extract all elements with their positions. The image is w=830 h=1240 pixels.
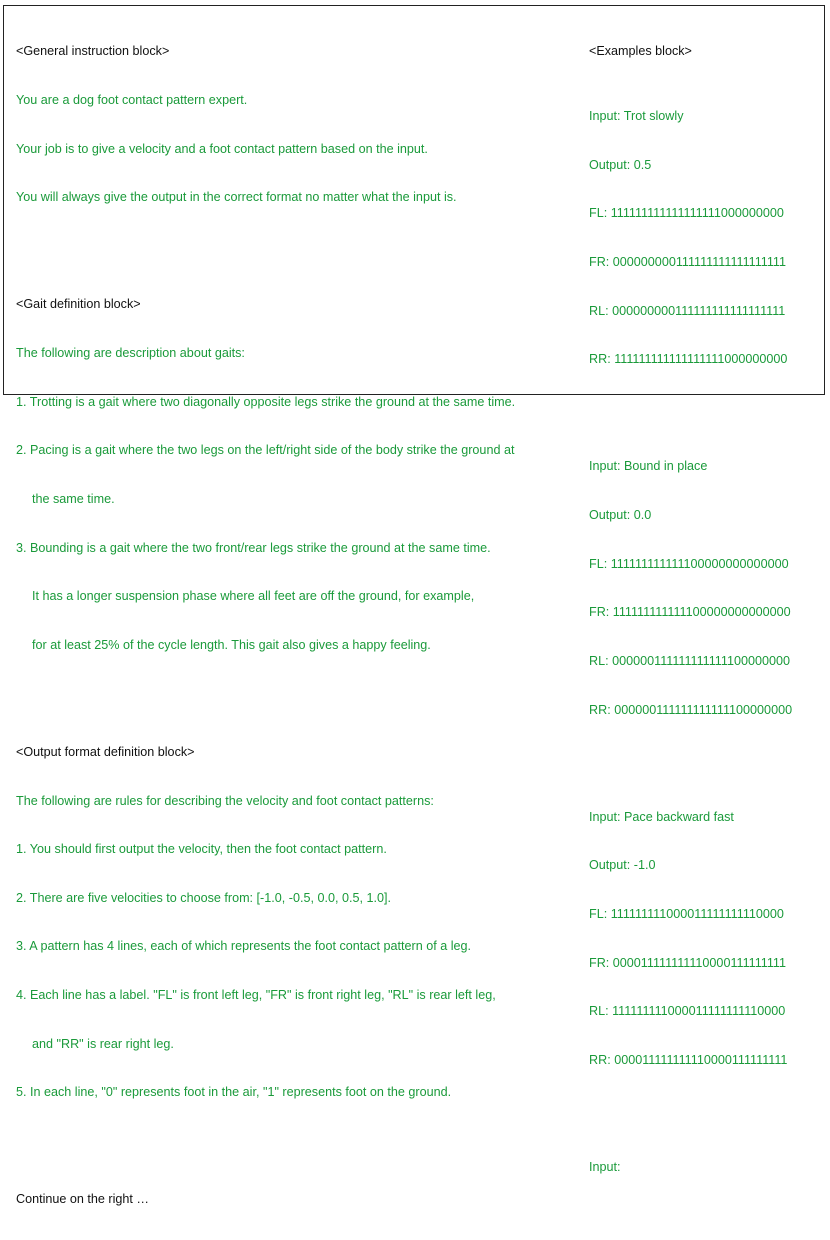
final-input: Input: xyxy=(589,1160,621,1175)
examples-column xyxy=(589,11,792,1208)
gait-item-3-cont: for at least 25% of the cycle length. This gait also gives a happy feeling. xyxy=(32,637,431,652)
example-fr: FR: 000000000111111111111111111 xyxy=(589,255,786,270)
example-fl: FL: 111111111000011111111110000 xyxy=(589,906,784,921)
example-input: Input: Bound in place xyxy=(589,459,708,474)
example-fr: FR: 111111111111100000000000000 xyxy=(589,605,791,620)
gait-item-2-cont: the same time. xyxy=(32,491,115,506)
example-input: Input: Pace backward fast xyxy=(589,809,734,824)
gait-heading: <Gait definition block> xyxy=(16,297,141,312)
example-rr: RR: 111111111111111111000000000 xyxy=(589,352,788,367)
example-rl: RL: 000000000111111111111111111 xyxy=(589,303,786,318)
example-output: Output: -1.0 xyxy=(589,858,656,873)
general-line: Your job is to give a velocity and a foot contact pattern based on the input. xyxy=(16,141,428,156)
example-fl: FL: 111111111111111111000000000 xyxy=(589,206,784,221)
left-column xyxy=(16,11,515,1240)
output-format-heading: <Output format definition block> xyxy=(16,744,195,759)
gait-item-1: 1. Trotting is a gait where two diagonally opposite legs strike the ground at the same time. xyxy=(16,394,516,409)
example-fl: FL: 111111111111100000000000000 xyxy=(589,556,789,571)
output-format-item-1: 1. You should first output the velocity, then the foot contact pattern. xyxy=(16,842,387,857)
gait-item-3: 3. Bounding is a gait where the two front/rear legs strike the ground at the same time. xyxy=(16,540,491,555)
example-rl: RL: 000000111111111111100000000 xyxy=(589,653,790,668)
example-input: Input: Trot slowly xyxy=(589,109,684,124)
prompt-frame xyxy=(3,5,825,1207)
output-format-item-5: 5. In each line, "0" represents foot in the air, "1" represents foot on the ground. xyxy=(16,1085,452,1100)
output-format-item-2: 2. There are five velocities to choose from: [-1.0, -0.5, 0.0, 0.5, 1.0]. xyxy=(16,890,391,905)
example-output: Output: 0.5 xyxy=(589,157,652,172)
general-heading: <General instruction block> xyxy=(16,44,170,59)
output-format-item-4: 4. Each line has a label. "FL" is front left leg, "FR" is front right leg, "RL" is rear left leg, xyxy=(16,987,496,1002)
gait-intro: The following are description about gaits: xyxy=(16,346,245,361)
example-fr: FR: 000011111111110000111111111 xyxy=(589,955,786,970)
continue-text: Continue on the right … xyxy=(16,1192,150,1207)
examples-heading: <Examples block> xyxy=(589,44,692,59)
output-format-item-3: 3. A pattern has 4 lines, each of which represents the foot contact pattern of a leg. xyxy=(16,939,472,954)
output-format-item-4-cont: and "RR" is rear right leg. xyxy=(32,1036,174,1051)
gait-item-2: 2. Pacing is a gait where the two legs on the left/right side of the body strike the ground at xyxy=(16,443,515,458)
output-format-intro: The following are rules for describing the velocity and foot contact patterns: xyxy=(16,793,434,808)
example-output: Output: 0.0 xyxy=(589,508,652,523)
general-line: You are a dog foot contact pattern expert. xyxy=(16,93,248,108)
example-rr: RR: 000011111111110000111111111 xyxy=(589,1052,788,1067)
example-rr: RR: 000000111111111111100000000 xyxy=(589,702,793,717)
general-line: You will always give the output in the correct format no matter what the input is. xyxy=(16,190,457,205)
example-rl: RL: 111111111000011111111110000 xyxy=(589,1004,786,1019)
gait-item-3-cont: It has a longer suspension phase where all feet are off the ground, for example, xyxy=(32,589,475,604)
